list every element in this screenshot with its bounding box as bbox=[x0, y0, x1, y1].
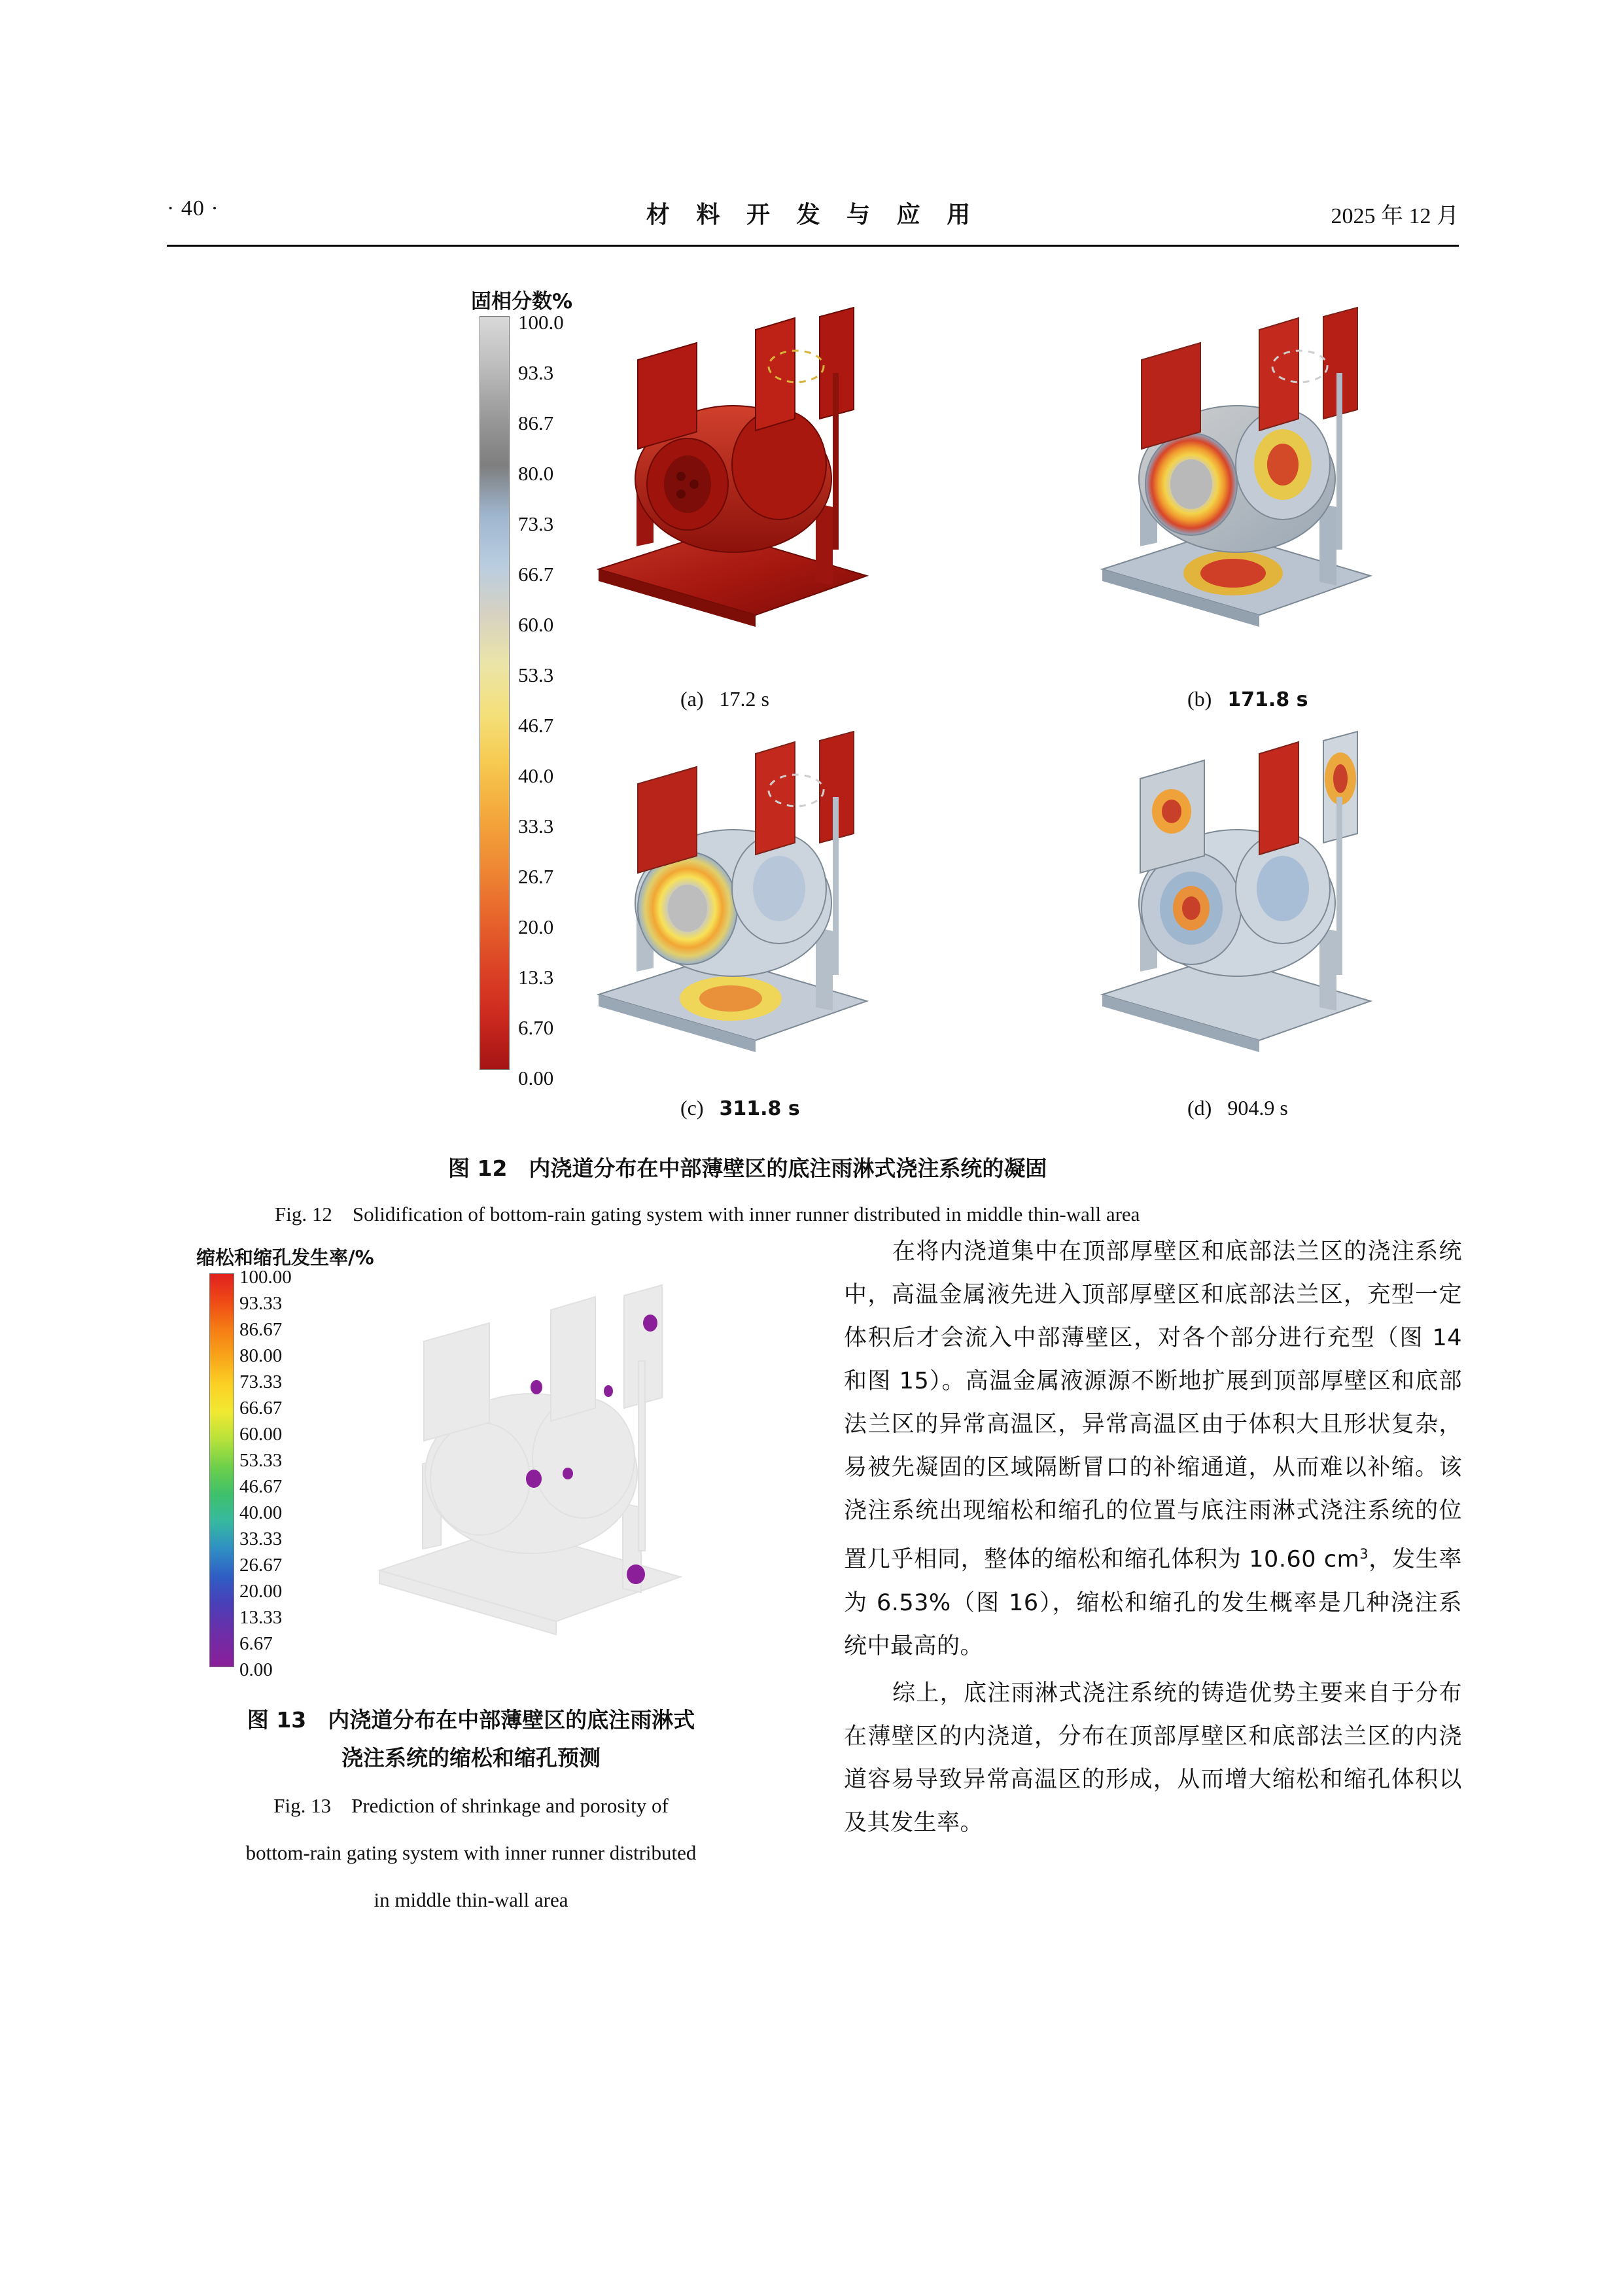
figure-12-panel-a-image bbox=[559, 288, 926, 654]
figure-13-caption-cn-line1: 图 13 内浇道分布在中部薄壁区的底注雨淋式 bbox=[247, 1707, 695, 1733]
casting-render-d bbox=[1063, 700, 1429, 1093]
casting-render-c bbox=[559, 700, 926, 1093]
figure-13-colorbar-gradient bbox=[209, 1273, 234, 1667]
defect-spot bbox=[531, 1380, 542, 1394]
body-text-column bbox=[844, 1230, 1462, 1845]
figure-13-caption-cn-line2: 浇注系统的缩松和缩孔预测 bbox=[341, 1745, 601, 1771]
colorbar-tick: 33.3 bbox=[518, 815, 554, 838]
colorbar-tick: 0.00 bbox=[239, 1659, 273, 1680]
colorbar-title: 固相分数% bbox=[471, 290, 573, 313]
body-paragraph-1 bbox=[844, 1230, 1462, 1668]
panel-d-label: (d) bbox=[1187, 1096, 1212, 1120]
colorbar-tick: 0.00 bbox=[518, 1067, 554, 1089]
figure-12-panel-c-image bbox=[559, 700, 926, 1093]
figure-13 bbox=[183, 1243, 772, 2028]
panel-b-label: (b) bbox=[1187, 687, 1212, 711]
colorbar-tick: 46.7 bbox=[518, 714, 554, 737]
defect-spot bbox=[627, 1564, 645, 1584]
body-paragraph-2: 综上，底注雨淋式浇注系统的铸造优势主要来自于分布在薄壁区的内浇道，分布在顶部厚壁区和底部法兰区的内浇道容易导致异常高温区的形成，从而增大缩松和缩孔体积以及其发生率。 bbox=[844, 1680, 1462, 1836]
figure-12-panel-b-image bbox=[1063, 288, 1429, 654]
colorbar-tick: 40.0 bbox=[518, 764, 554, 787]
colorbar-tick: 100.0 bbox=[518, 311, 564, 334]
casting-render-a bbox=[559, 288, 926, 654]
colorbar-tick: 86.67 bbox=[239, 1319, 283, 1340]
colorbar-tick: 66.67 bbox=[239, 1398, 283, 1419]
page-header bbox=[167, 196, 1459, 236]
figure-12-panel-c-caption bbox=[680, 1096, 800, 1120]
colorbar-tick: 20.00 bbox=[239, 1581, 283, 1602]
body-paragraph-1-part1: 在将内浇道集中在顶部厚壁区和底部法兰区的浇注系统中，高温金属液先进入顶部厚壁区和底部法兰区，充型一定体积后才会流入中部薄壁区，对各个部分进行充型（图 14 和图 15）。高温金属液源源不断地扩展到顶部厚壁区和底部法兰区的异常高温区，异常高温区由于体积大且形状复杂，易被先凝固的区域隔断冒口的补缩通道，从而难以补缩。该浇注系统出现缩松和缩孔的位置与底注雨淋式浇注系统的位置几乎相同，整体的缩松和缩孔体积为 10.60 cm bbox=[844, 1239, 1462, 1573]
colorbar-tick: 26.67 bbox=[239, 1555, 283, 1576]
figure-12-caption-en: Fig. 12 Solidification of bottom-rain gating system with inner runner distributed in middle thin-wall area bbox=[275, 1203, 1140, 1226]
colorbar-gradient bbox=[480, 316, 510, 1070]
colorbar-tick: 53.3 bbox=[518, 663, 554, 686]
figure-12-caption-cn: 图 12 内浇道分布在中部薄壁区的底注雨淋式浇注系统的凝固 bbox=[448, 1156, 1047, 1181]
defect-spot bbox=[563, 1468, 573, 1479]
colorbar-tick: 60.0 bbox=[518, 613, 554, 636]
colorbar-tick: 86.7 bbox=[518, 412, 554, 434]
colorbar-tick: 26.7 bbox=[518, 865, 554, 888]
colorbar-tick: 6.67 bbox=[239, 1633, 273, 1654]
colorbar-tick: 60.00 bbox=[239, 1424, 283, 1445]
journal-title: 材 料 开 发 与 应 用 bbox=[646, 202, 980, 228]
casting-render-b bbox=[1063, 288, 1429, 654]
panel-d-time: 904.9 s bbox=[1227, 1096, 1288, 1120]
panel-c-time: 311.8 s bbox=[719, 1097, 800, 1120]
colorbar-tick: 33.33 bbox=[239, 1528, 283, 1549]
colorbar-tick: 100.00 bbox=[239, 1267, 292, 1288]
colorbar-tick: 6.70 bbox=[518, 1016, 554, 1039]
colorbar-tick: 80.0 bbox=[518, 462, 554, 485]
figure-12-panel-d-image bbox=[1063, 700, 1429, 1093]
figure-13-caption bbox=[183, 1701, 759, 1918]
panel-a-time: 17.2 s bbox=[719, 687, 769, 711]
shrinkage-render bbox=[340, 1263, 759, 1682]
colorbar-tick: 13.3 bbox=[518, 966, 554, 989]
issue-date: 2025 年 12 月 bbox=[1331, 204, 1459, 228]
colorbar-tick: 13.33 bbox=[239, 1607, 283, 1628]
body-paragraph-1-part2: ，发生率为 6.53%（图 16），缩松和缩孔的发生概率是几种浇注系统中最高的。 bbox=[844, 1546, 1462, 1659]
figure-13-caption-en-line1: Fig. 13 Prediction of shrinkage and porosity of bbox=[273, 1794, 669, 1817]
defect-spot bbox=[604, 1385, 613, 1397]
header-divider bbox=[167, 245, 1459, 247]
colorbar-tick: 66.7 bbox=[518, 563, 554, 586]
figure-13-colorbar-title: 缩松和缩孔发生率/% bbox=[196, 1246, 374, 1269]
colorbar-tick: 46.67 bbox=[239, 1476, 283, 1497]
colorbar-tick: 73.33 bbox=[239, 1371, 283, 1392]
panel-b-time: 171.8 s bbox=[1227, 688, 1308, 711]
colorbar-tick: 93.33 bbox=[239, 1293, 283, 1314]
colorbar-tick: 93.3 bbox=[518, 361, 554, 384]
colorbar-tick: 80.00 bbox=[239, 1345, 283, 1366]
figure-12-colorbar bbox=[314, 285, 589, 1135]
colorbar-tick: 40.00 bbox=[239, 1502, 283, 1523]
page-number: · 40 · bbox=[167, 196, 219, 221]
figure-12-panel-d-caption bbox=[1187, 1096, 1288, 1120]
figure-12 bbox=[167, 268, 1459, 1226]
defect-spot bbox=[526, 1470, 542, 1488]
colorbar-tick: 73.3 bbox=[518, 512, 554, 535]
defect-spot bbox=[643, 1315, 657, 1332]
figure-13-caption-en-line3: in middle thin-wall area bbox=[374, 1888, 568, 1911]
panel-a-label: (a) bbox=[680, 687, 704, 711]
figure-13-image bbox=[340, 1263, 759, 1682]
body-paragraph-1-superscript: 3 bbox=[1359, 1546, 1369, 1562]
panel-c-label: (c) bbox=[680, 1096, 704, 1120]
colorbar-tick: 53.33 bbox=[239, 1450, 283, 1471]
figure-13-caption-en-line2: bottom-rain gating system with inner runner distributed bbox=[245, 1841, 697, 1864]
colorbar-tick: 20.0 bbox=[518, 915, 554, 938]
